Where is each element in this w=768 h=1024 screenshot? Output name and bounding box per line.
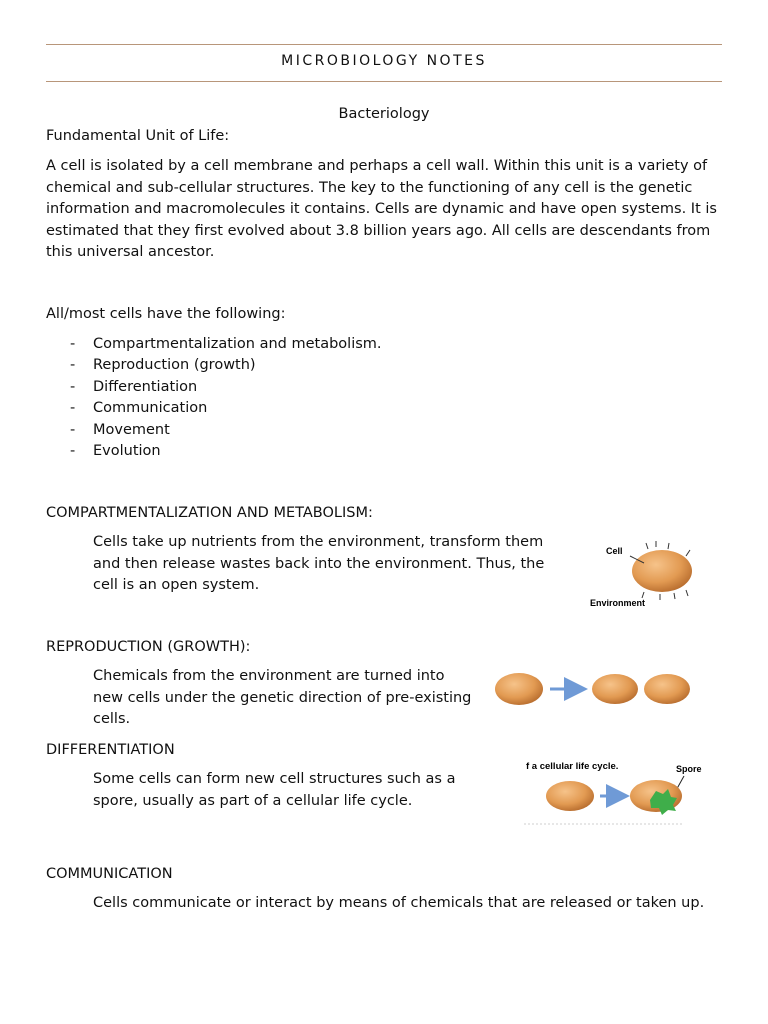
list-item: - Communication xyxy=(70,400,208,417)
list-item: - Compartmentalization and metabolism. xyxy=(70,336,382,352)
feature-list xyxy=(70,334,382,462)
section-text-compartmentalization: Cells take up nutrients from the environment, transform them and then release wastes back into the environment. Thus, the cell is an open system. xyxy=(93,534,545,593)
list-item: - Movement xyxy=(70,421,170,438)
parent-cell-shape xyxy=(495,673,543,705)
cell-metabolism-figure xyxy=(586,540,702,612)
figure-caption: f a cellular life cycle. xyxy=(526,761,619,772)
header-bottom-rule xyxy=(46,81,722,82)
list-item: - Differentiation xyxy=(70,378,198,395)
spore-label: Spore xyxy=(676,764,702,774)
cell-shape xyxy=(632,550,692,592)
daughter-cell-shape xyxy=(592,674,638,704)
cell-differentiation-figure xyxy=(524,752,708,828)
daughter-cell-shape xyxy=(644,674,690,704)
intro-heading: Fundamental Unit of Life: xyxy=(46,128,230,144)
list-item: - Evolution xyxy=(70,443,161,460)
list-item: - Reproduction (growth) xyxy=(70,357,256,374)
header-top-rule xyxy=(46,44,722,45)
section-text-differentiation: Some cells can form new cell structures such as a spore, usually as part of a cellular life cycle. xyxy=(93,771,456,809)
section-heading-reproduction: REPRODUCTION (GROWTH): xyxy=(46,639,251,655)
section-heading-differentiation: DIFFERENTIATION xyxy=(46,742,175,758)
header-title: MICROBIOLOGY NOTES xyxy=(281,53,487,69)
section-heading-communication: COMMUNICATION xyxy=(46,866,173,882)
environment-label: Environment xyxy=(590,598,646,608)
cell-reproduction-figure xyxy=(494,670,698,714)
section-text-communication: Cells communicate or interact by means of chemicals that are released or taken up. xyxy=(93,895,705,911)
vegetative-cell-shape xyxy=(546,781,594,811)
cell-label: Cell xyxy=(606,546,623,556)
section-heading-compartmentalization: COMPARTMENTALIZATION AND METABOLISM: xyxy=(46,505,373,521)
intro-paragraph: A cell is isolated by a cell membrane and perhaps a cell wall. Within this unit is a variety of chemical and sub-cellular structures. The key to the functioning of any cell is the genetic information and macromolecules it contains. Cells are dynamic and have open systems. It is estimated that they first evolved about 3.8 billion years ago. All cells are descendants from this universal ancestor. xyxy=(46,158,717,260)
doc-subtitle: Bacteriology xyxy=(338,106,430,122)
section-text-reproduction: Chemicals from the environment are turned into new cells under the genetic direction of pre-existing cells. xyxy=(93,668,472,727)
list-intro: All/most cells have the following: xyxy=(46,306,286,322)
